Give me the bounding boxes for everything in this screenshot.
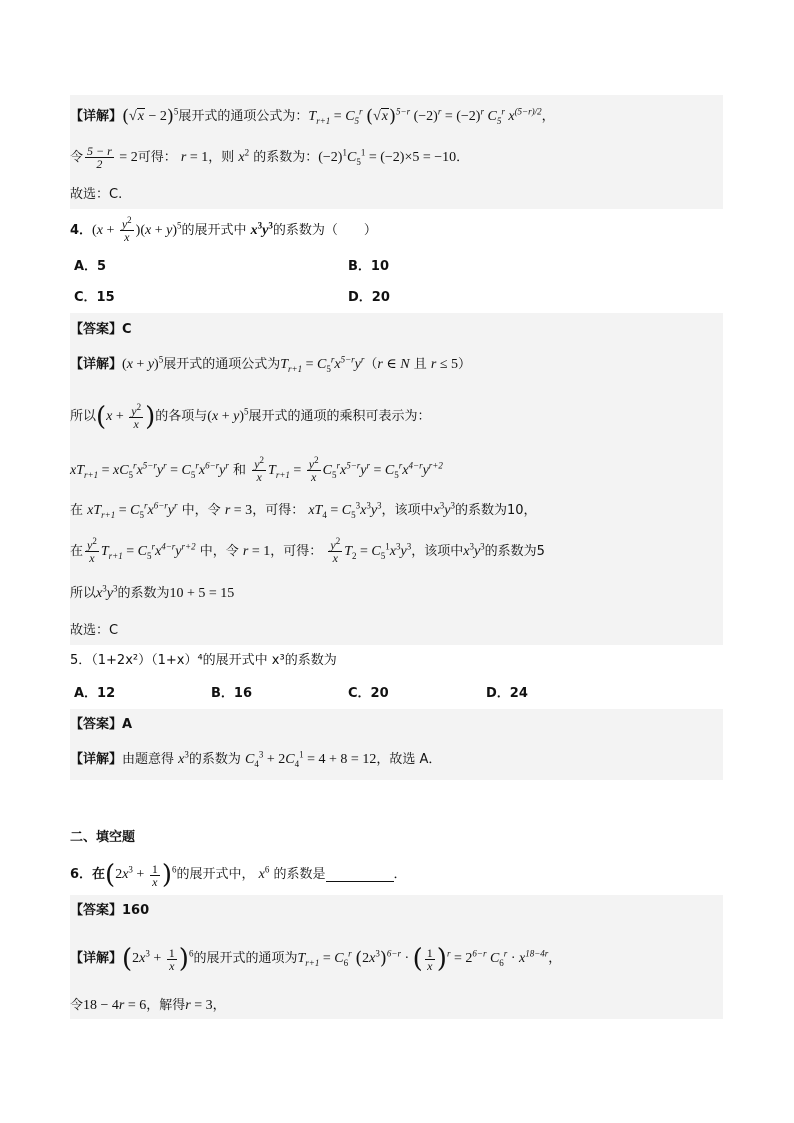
- q4-option-a[interactable]: A．5: [74, 259, 107, 274]
- q4-option-d[interactable]: D．20: [348, 290, 390, 305]
- q6-stem: 6．在($2x^3$ + $\frac{1}{x}$ )$^6$的展开式中， $x^6$ 的系数是 ．: [70, 860, 407, 890]
- q4-detail-line: 【详解】$(x + y)^5$展开式的通项公式为$T_{r+1} = C_5^rx^{5-r}y^r(r$ ∈ N 且 r ≤ 5）: [70, 354, 472, 374]
- q6-detail-line: 【详解】($2x^3$ + $\frac{1}{x}$ )$^6$的展开式的通项为$T_{r+1} = C_6^r$ $(2x^3)^{6-r}$ · ( $\frac{1}{x}$ )$^r = 2^{6-r}$ $C_6^r \cdot x^{18-4r}$，: [70, 944, 562, 974]
- q5-option-a[interactable]: A．12: [74, 686, 116, 701]
- q6-let-line: 令18 − 4r = 6，解得r = 3，: [70, 998, 226, 1013]
- q4-answer: 【答案】C: [70, 322, 132, 337]
- q4-sum-line: 所以$x^3y^3$的系数为10 + 5 = 15: [70, 583, 235, 601]
- q4-choose: 故选：C: [70, 623, 119, 638]
- detail-tag: 【详解】: [70, 109, 123, 125]
- q4-case1-line: 在 $xT_{r+1} = C_5^rx^{6-r}y^r$ 中，令 r = 3，可得： $xT_4 = C_5^3x^3y^3$，该项中$x^3y^3$的系数为10，: [70, 500, 537, 520]
- q5-answer: 【答案】A: [70, 717, 133, 732]
- q4-option-c[interactable]: C．15: [74, 290, 115, 305]
- q3-let-line: 令 $\frac{5 - r}{2}$ = 2可得： r = 1，则 $x^2$ 的系数为：$(-2)^1C_5^1 = (-2)\times 5 = -10$．: [70, 144, 470, 172]
- q5-detail-line: 【详解】由题意得 $x^3$的系数为 $C_4^3 + 2C_4^1 = 4 + 8 = 12$，故选 A．: [70, 749, 442, 769]
- q5-stem: 5．（1+2x²）（1+x）⁴的展开式中 x³的系数为: [70, 653, 337, 668]
- q5-option-b[interactable]: B．16: [211, 686, 252, 701]
- q4-case2-line: 在 $\frac{y^2}{x}$ $T_{r+1} = C_5^rx^{4-r}y^{r+2}$ 中，令 r = 1，可得： $\frac{y^2}{x}$ $T_2 = C_5^1x^3y^3$，该项中$x^3y^3$的系数为5: [70, 536, 545, 566]
- q4-stem: 4．(x + $\frac{y^2}{x}$ )$(x + y)^5$的展开式中 $x^3y^3$的系数为（ ）: [70, 215, 377, 245]
- q3-detail-line: 【详解】$(√x - 2)^5$展开式的通项公式为：$T_{r+1} = C_5^r$ $(√x)^{5-r}$ $(-2)^r = (-2)^r$ $C_5^r$ $x^{(5-r)/2}$，: [70, 106, 555, 127]
- q4-product-line: $xT_{r+1} = xC_5^rx^{5-r}y^r = C_5^rx^{6-r}y^r$ 和 $\frac{y^2}{x}$ $T_{r+1}$ = $\frac{y^2}{x}$ $C_5^rx^{5-r}y^r = C_5^rx^{4-r}y^{r+2}$: [70, 455, 443, 485]
- q6-answer: 【答案】160: [70, 903, 150, 918]
- q4-so-line: 所以(x + $\frac{y^2}{x}$ )的各项与$(x + y)^5$展开式的通项的乘积可表示为：: [70, 401, 431, 432]
- q3-choose: 故选：C.: [70, 187, 123, 202]
- q4-option-b[interactable]: B．10: [348, 259, 389, 274]
- answer-blank[interactable]: [326, 867, 394, 882]
- section-title: 二、填空题: [70, 830, 136, 845]
- q5-option-d[interactable]: D．24: [486, 686, 528, 701]
- q5-option-c[interactable]: C．20: [348, 686, 389, 701]
